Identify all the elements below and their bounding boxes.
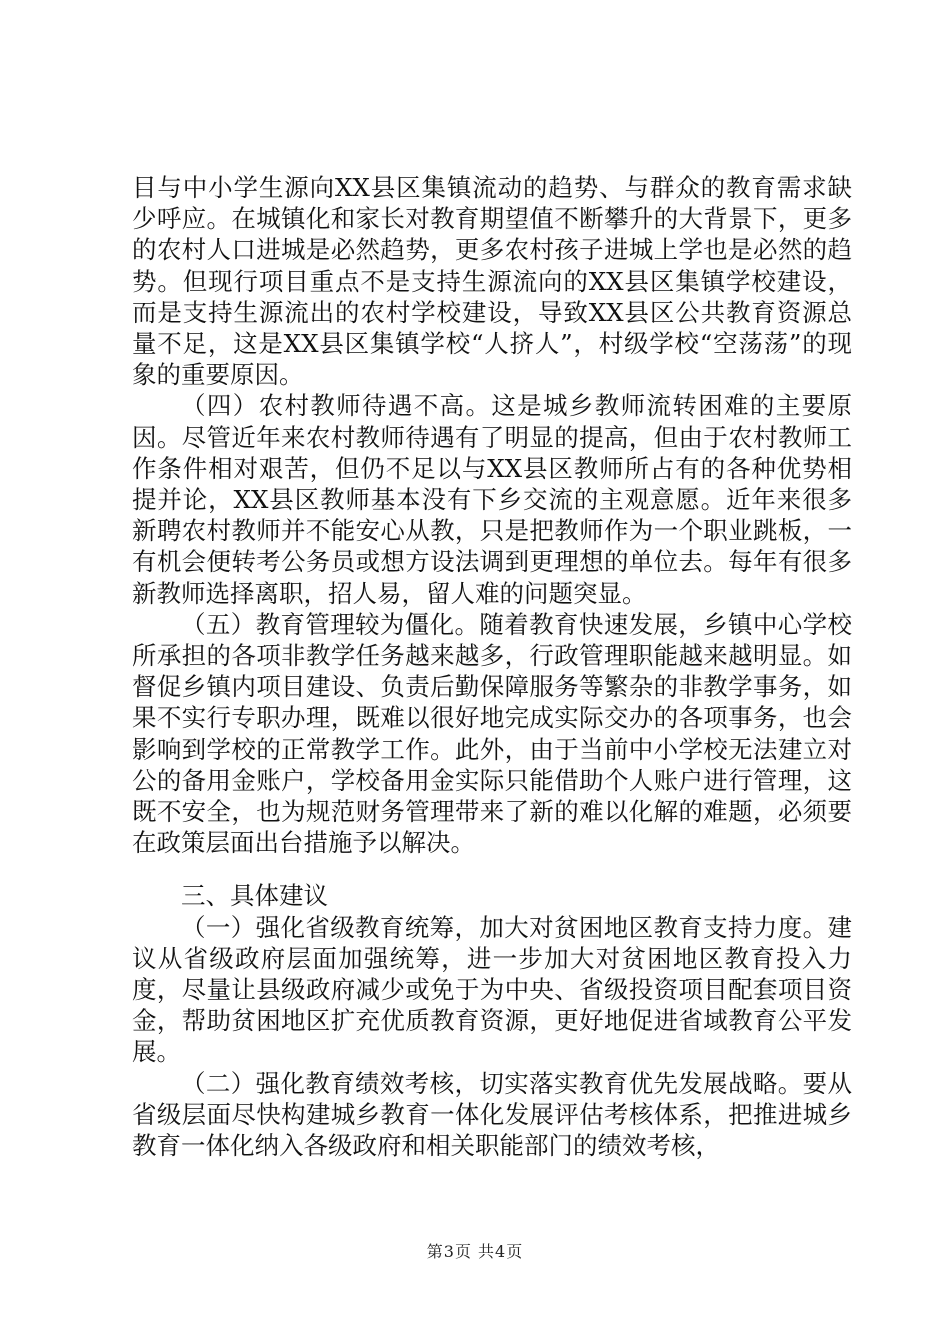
paragraph-suggestion-1: （一）强化省级教育统筹，加大对贫困地区教育支持力度。建议从省级政府层面加强统筹，进一步加大对贫困地区教育投入力度，尽量让县级政府减少或免于为中央、省级投资项目配套项目资金，帮助贫困地区扩充优质教育资源，更好地促进省域教育公平发展。 (132, 912, 852, 1067)
paragraph-suggestion-2: （二）强化教育绩效考核，切实落实教育优先发展战略。要从省级层面尽快构建城乡教育一体化发展评估考核体系，把推进城乡教育一体化纳入各级政府和相关职能部门的绩效考核， (132, 1068, 852, 1161)
paragraph-management: （五）教育管理较为僵化。随着教育快速发展，乡镇中心学校所承担的各项非教学任务越来越多，行政管理职能越来越明显。如督促乡镇内项目建设、负责后勤保障服务等繁杂的非教学事务，如果不实行专职办理，既难以很好地完成实际交办的各项事务，也会影响到学校的正常教学工作。此外，由于当前中小学校无法建立对公的备用金账户，学校备用金实际只能借助个人账户进行管理，这既不安全，也为规范财务管理带来了新的难以化解的难题，必须要在政策层面出台措施予以解决。 (132, 609, 852, 858)
document-body (132, 172, 852, 1161)
paragraph-teacher-pay: （四）农村教师待遇不高。这是城乡教师流转困难的主要原因。尽管近年来农村教师待遇有了明显的提高，但由于农村教师工作条件相对艰苦，但仍不足以与XX县区教师所占有的各种优势相提并论，XX县区教师基本没有下乡交流的主观意愿。近年来很多新聘农村教师并不能安心从教，只是把教师作为一个职业跳板，一有机会便转考公务员或想方设法调到更理想的单位去。每年有很多新教师选择离职，招人易，留人难的问题突显。 (132, 391, 852, 608)
section-heading-suggestions: 三、具体建议 (181, 881, 328, 911)
page-number-footer: 第3页 共4页 (426, 1242, 524, 1261)
paragraph-continuation: 目与中小学生源向XX县区集镇流动的趋势、与群众的教育需求缺少呼应。在城镇化和家长对教育期望值不断攀升的大背景下，更多的农村人口进城是必然趋势，更多农村孩子进城上学也是必然的趋势。但现行项目重点不是支持生源流向的XX县区集镇学校建设，而是支持生源流出的农村学校建设，导致XX县区公共教育资源总量不足，这是XX县区集镇学校“人挤人”，村级学校“空荡荡”的现象的重要原因。 (132, 173, 852, 390)
